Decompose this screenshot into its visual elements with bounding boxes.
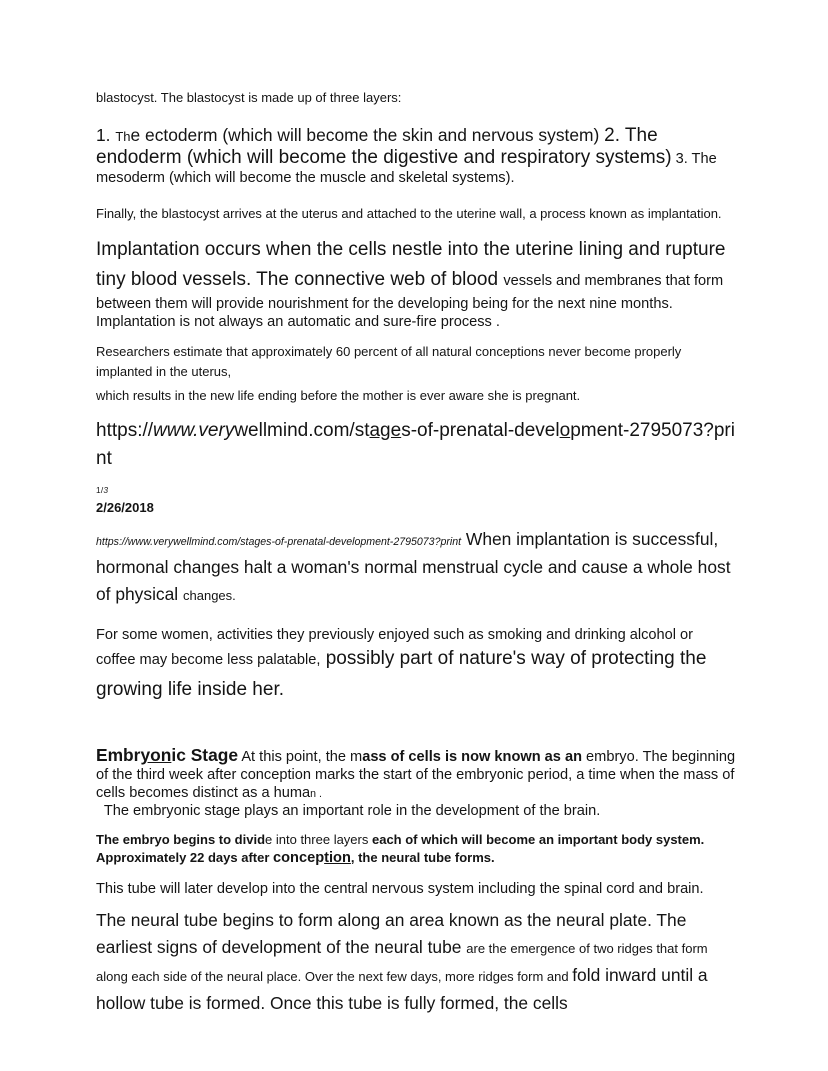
- paragraph-implantation-detail: [96, 235, 736, 332]
- p9-small-tail: n .: [310, 787, 322, 800]
- paragraph-for-some-women: [96, 626, 736, 705]
- url-path-mid: s-of-prenatal-devel: [401, 419, 560, 441]
- paragraph-blastocyst-layers-intro: [96, 88, 736, 108]
- list-item-2-text: 2. The endoderm (which will become the digestive and respiratory systems): [96, 124, 672, 168]
- heading-embryonic-stage-underline: yon: [140, 744, 172, 765]
- list-item-1-number: 1.: [96, 124, 116, 145]
- paragraph-embryonic-stage: [96, 745, 736, 820]
- page-number-prefix: 1/: [96, 484, 104, 495]
- url-underline-o: o: [559, 419, 571, 441]
- p3-text: Finally, the blastocyst arrives at the uterus and attached to the uterine wall, a process known as implantation.: [96, 205, 722, 221]
- url-underline-age: age: [369, 419, 402, 441]
- paragraph-implantation-intro: [96, 204, 736, 224]
- url-scheme: https://: [96, 419, 154, 441]
- p7-small-tail: changes.: [183, 588, 236, 604]
- paragraph-when-implantation-successful: [96, 526, 736, 610]
- document-text-column: [96, 88, 736, 1018]
- paragraph-three-layers-list: [96, 125, 736, 187]
- p8-small-segment: For some women, activities they previously enjoyed such as smoking and drinking alcohol or coffee may become less palatable,: [96, 627, 694, 669]
- p11-text: This tube will later develop into the central nervous system including the spinal cord and brain.: [96, 880, 704, 897]
- p10-bold-3: , the neural tube forms.: [350, 849, 495, 865]
- p9-bold-run: ass of cells is now known as an: [362, 748, 582, 765]
- list-item-1-text: e ectoderm (which will become the skin and nervous system): [130, 124, 605, 145]
- p4-large-segment: Implantation occurs when the cells nestle into the uterine lining and rupture tiny blood vessels. The connective web of blood: [96, 238, 726, 290]
- p5-line-2: which results in the new life ending before the mother is ever aware she is pregnant.: [96, 387, 581, 403]
- list-item-1-lead-small: Th: [115, 128, 131, 144]
- p1-line: blastocyst. The blastocyst is made up of three layers:: [96, 90, 402, 105]
- p10-bold-1: The embryo begins to divid: [96, 831, 266, 847]
- p10-conception-underline: tion: [324, 849, 351, 866]
- date-stamp-text: 2/26/2018: [96, 499, 154, 515]
- source-url-large[interactable]: [96, 417, 736, 474]
- url-host-rest: wellmind.com/st: [234, 419, 370, 441]
- page-number-total: 3: [103, 484, 109, 495]
- paragraph-embryo-divides: [96, 831, 736, 867]
- p12-large-segment-1: The neural tube begins to form along an area known as the neural plate. The earliest signs of development of the neural tube: [96, 909, 687, 958]
- p4-small-segment: vessels and membranes that form between them will provide nourishment for the developing being for the next nine months. Implantation is not always an automatic and sure-fire process .: [96, 272, 724, 331]
- p5-line-1: Researchers estimate that approximately 60 percent of all natural conceptions never become properly implanted in the uterus,: [96, 344, 682, 380]
- paragraph-tube-central-nervous-system: [96, 878, 736, 901]
- p12-large-segment-2: fold inward until a hollow tube is formed. Once this tube is fully formed, the cells: [96, 965, 708, 1014]
- list-item-3-text: 3. The mesoderm (which will become the muscle and skeletal systems).: [96, 150, 717, 186]
- url-path-end: pment-2795073?print: [96, 419, 735, 470]
- p10-bold-2: each of which will become an important body system. Approximately 22 days after: [96, 831, 705, 865]
- date-stamp: [96, 500, 736, 517]
- p7-large-segment: When implantation is successful, hormonal changes halt a woman's normal menstrual cycle and cause a whole host of physical: [96, 528, 731, 605]
- heading-embryonic-stage-part-a: Embr: [96, 744, 141, 765]
- paragraph-researchers-estimate: [96, 342, 736, 382]
- p12-small-segment: are the emergence of two ridges that form along each side of the neural place. Over the next few days, more ridges form and: [96, 941, 708, 985]
- p9-rest-text-2: The embryonic stage plays an important role in the development of the brain.: [96, 802, 601, 819]
- p9-tail-embryo: embryo.: [582, 748, 639, 765]
- page-number-marker: [96, 486, 736, 495]
- p10-conception-bold: concep: [273, 849, 325, 866]
- source-url-small[interactable]: https://www.verywellmind.com/stages-of-prenatal-development-2795073?print: [96, 535, 462, 548]
- p10-normal-1: e into three layers: [265, 831, 372, 847]
- url-host-italic: www.very: [153, 419, 235, 441]
- p8-large-segment: possibly part of nature's way of protecting the growing life inside her.: [96, 648, 707, 700]
- paragraph-neural-plate: [96, 907, 736, 1018]
- heading-embryonic-stage-part-c: ic Stage: [171, 744, 239, 765]
- p9-rest-text: The beginning of the third week after conception marks the start of the embryonic period, a time when the mass of cells becomes distinct as a huma: [96, 748, 736, 801]
- paragraph-new-life-ending: [96, 386, 736, 406]
- p9-mid-text: At this point, the m: [238, 748, 363, 765]
